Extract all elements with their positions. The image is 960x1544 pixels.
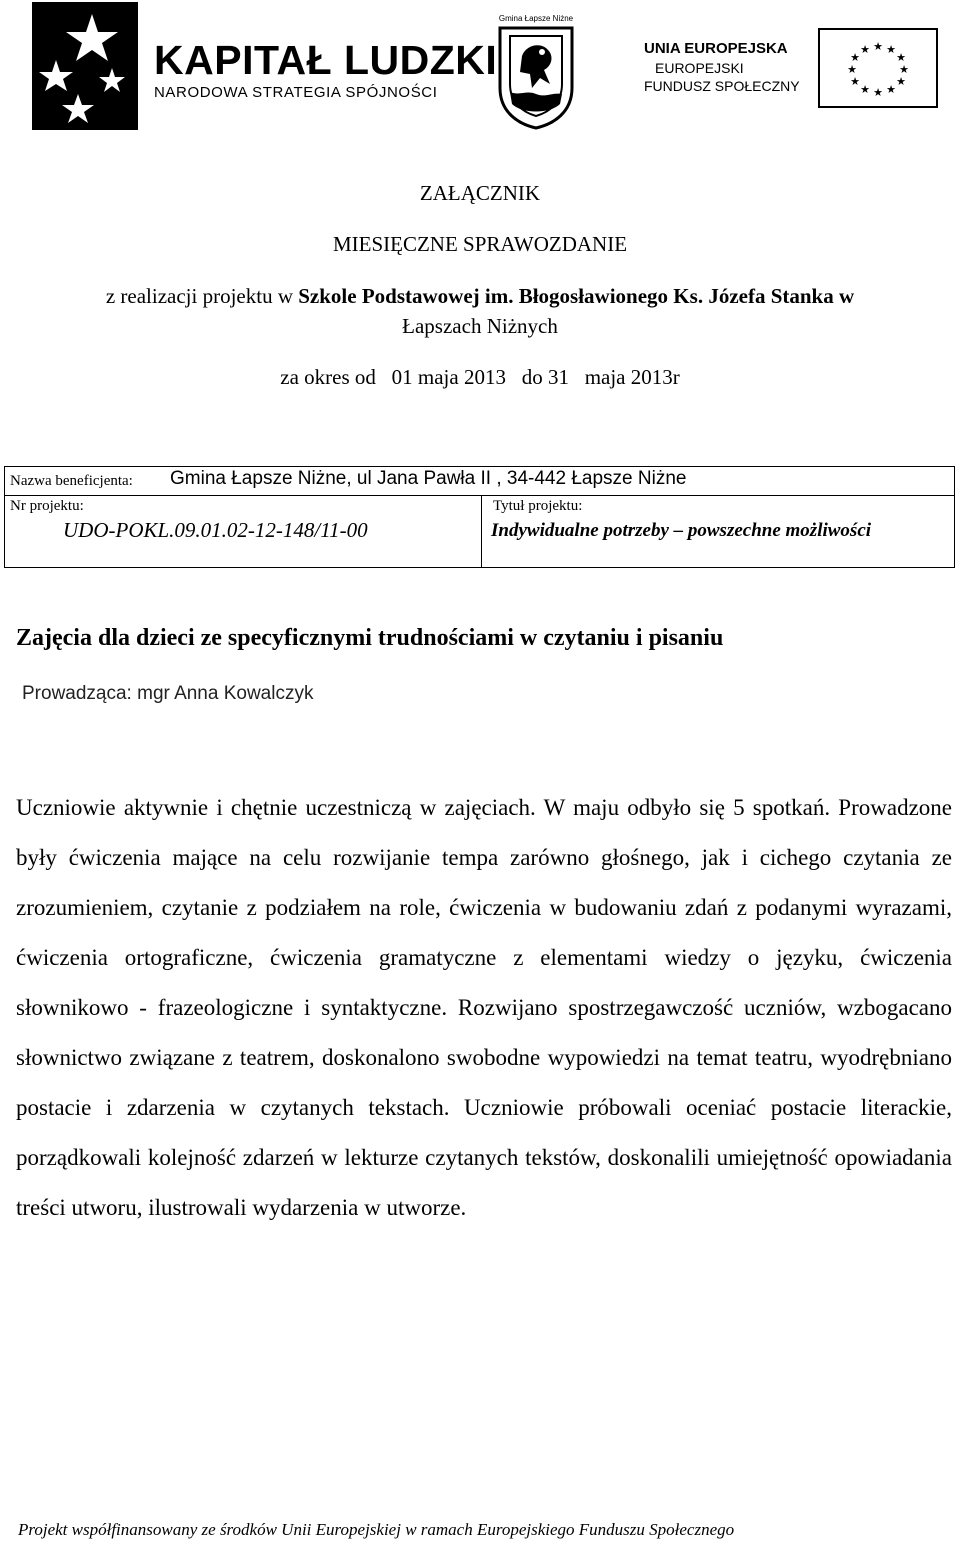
eu-flag-icon [818, 28, 938, 108]
svg-text:★: ★ [860, 43, 870, 56]
school-name: Szkole Podstawowej im. Błogosławionego Ks. Józefa Stanka w [298, 284, 855, 308]
svg-text:★: ★ [850, 51, 860, 64]
gmina-caption: Gmina Łapsze Niżne [498, 14, 574, 23]
svg-text:★: ★ [873, 86, 883, 99]
kapital-ludzki-title: KAPITAŁ LUDZKI [154, 37, 498, 83]
project-number-label: Nr projektu: [10, 498, 84, 514]
instructor-name: Prowadząca: mgr Anna Kowalczyk [22, 683, 314, 704]
beneficiary-value: Gmina Łapsze Niżne, ul Jana Pawła II , 34-442 Łapsze Niżne [170, 468, 687, 489]
svg-text:★: ★ [860, 83, 870, 96]
svg-text:★: ★ [873, 40, 883, 53]
cofinancing-footer: Projekt współfinansowany ze środków Unii Europejskiej w ramach Europejskiego Funduszu Społecznego [18, 1520, 735, 1539]
eu-title: UNIA EUROPEJSKA [644, 40, 788, 57]
eu-fund-line2: FUNDUSZ SPOŁECZNY [644, 78, 800, 94]
svg-text:★: ★ [847, 63, 857, 76]
eu-fund-line1: EUROPEJSKI [655, 60, 744, 76]
coat-of-arms-icon [496, 26, 576, 130]
svg-text:★: ★ [899, 63, 909, 76]
report-title: MIESIĘCZNE SPRAWOZDANIE [332, 232, 628, 256]
svg-text:★: ★ [850, 75, 860, 88]
svg-text:★: ★ [896, 51, 906, 64]
kapital-ludzki-logo [18, 2, 498, 130]
project-title-value: Indywidualne potrzeby – powszechne możliwości [491, 520, 872, 541]
svg-text:★: ★ [886, 83, 896, 96]
svg-text:★: ★ [896, 75, 906, 88]
gmina-coat-of-arms [496, 14, 576, 128]
project-title-label: Tytuł projektu: [493, 498, 583, 514]
eu-logo [644, 28, 944, 108]
school-location: Łapszach Niżnych [402, 314, 558, 338]
project-info-table [4, 466, 955, 568]
realization-line [0, 284, 960, 309]
section-heading: Zajęcia dla dzieci ze specyficznymi trudnościami w czytaniu i pisaniu [16, 625, 724, 651]
kapital-ludzki-emblem-icon [32, 2, 138, 130]
column-divider [481, 495, 482, 567]
realization-prefix: z realizacji projektu w [105, 284, 299, 308]
annex-heading: ZAŁĄCZNIK [419, 181, 541, 205]
svg-text:★: ★ [886, 43, 896, 56]
kapital-ludzki-subtitle: NARODOWA STRATEGIA SPÓJNOŚCI [154, 84, 438, 101]
report-period: za okres od 01 maja 2013 do 31 maja 2013r [280, 365, 680, 389]
beneficiary-row [5, 467, 954, 496]
report-body-text: Uczniowie aktywnie i chętnie uczestniczą w zajęciach. W maju odbyło się 5 spotkań. Prowadzone były ćwiczenia mające na celu rozwijanie tempa zarówno głośnego, jak i cichego czytania ze zrozumieniem, czytanie z podziałem na role, ćwiczenia w budowaniu zdań z podanymi wyrazami, ćwiczenia ortograficzne, ćwiczenia gramatyczne z elementami wiedzy o języku, ćwiczenia słownikowo - frazeologiczne i syntaktyczne. Rozwijano spostrzegawczość uczniów, wzbogacano słownictwo związane z teatrem, doskonalono swobodne wypowiedzi na temat teatru, wyodrębniano postacie i zdarzenia w czytanych tekstach. Uczniowie próbowali oceniać postacie literackie, porządkowali kolejność zdarzeń w lekturze czytanych tekstów, doskonalili umiejętność opowiadania treści utworu, ilustrowali wydarzenia w utworze. [16, 795, 952, 1220]
beneficiary-label: Nazwa beneficjenta: [10, 473, 133, 489]
project-number-value: UDO-POKL.09.01.02-12-148/11-00 [63, 518, 368, 542]
